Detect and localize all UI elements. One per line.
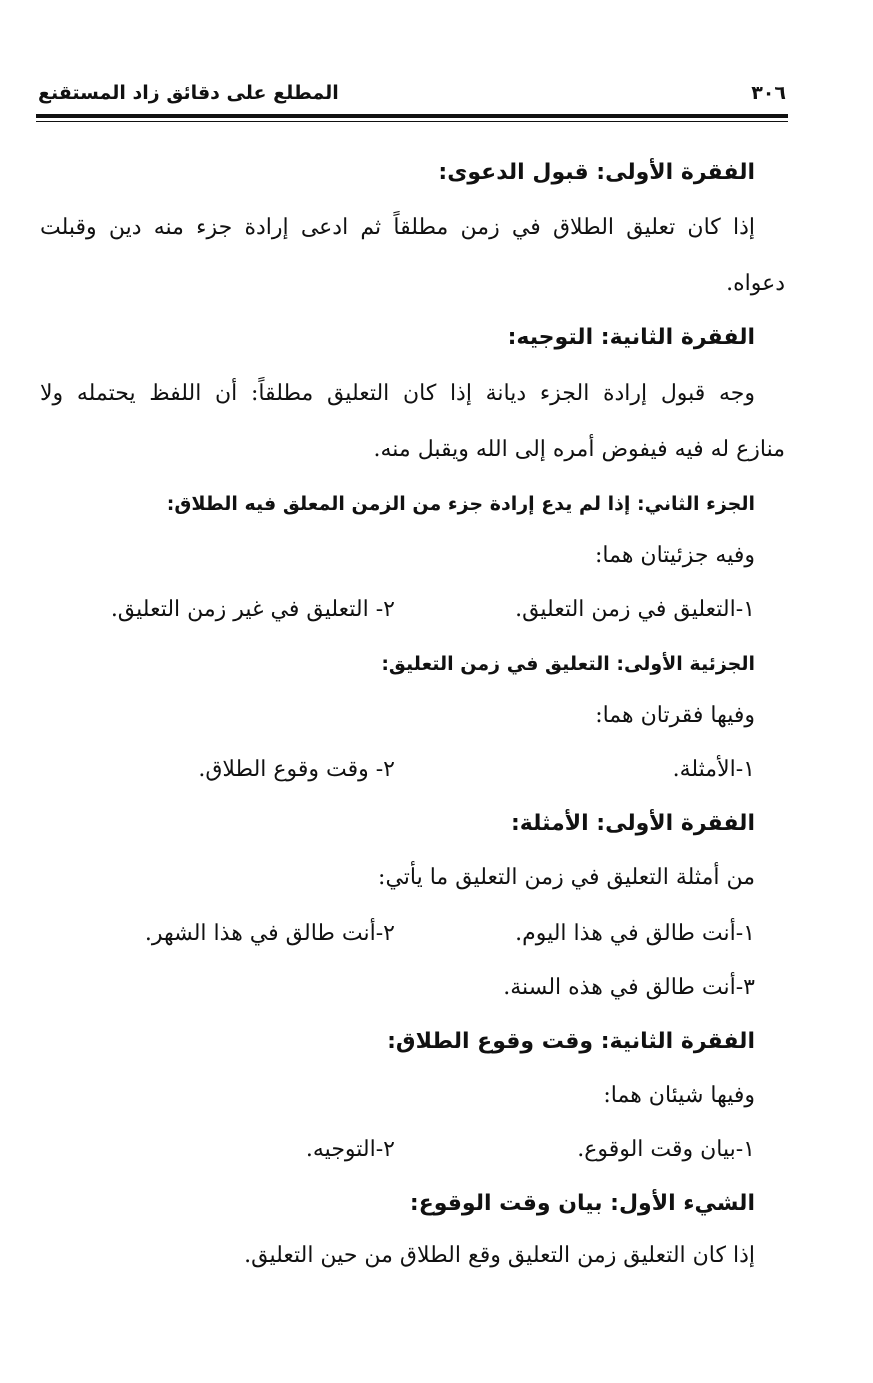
- paragraph-3-item-1: ١-أنت طالق في هذا اليوم.: [515, 921, 755, 946]
- paragraph-text-1-line-2: دعواه.: [726, 271, 785, 296]
- part-2-intro: وفيه جزئيتان هما:: [595, 543, 755, 568]
- paragraph-heading-2: الفقرة الثانية: التوجيه:: [507, 325, 755, 350]
- subsection-1-item-2: ٢- وقت وقوع الطلاق.: [198, 757, 395, 782]
- paragraph-3-item-3: ٣-أنت طالق في هذه السنة.: [503, 975, 755, 1000]
- paragraph-heading-5: الشيء الأول: بيان وقت الوقوع:: [409, 1191, 755, 1216]
- header-rule-thick: [36, 114, 788, 118]
- paragraph-text-2-line-1: وجه قبول إرادة الجزء ديانة إذا كان التعليق مطلقاً: أن اللفظ يحتمله ولا: [40, 381, 755, 406]
- page-number: ٣٠٦: [751, 82, 786, 104]
- paragraph-3-item-2: ٢-أنت طالق في هذا الشهر.: [144, 921, 395, 946]
- page-header: [38, 78, 794, 112]
- paragraph-heading-3: الفقرة الأولى: الأمثلة:: [510, 811, 755, 836]
- paragraph-4-intro: وفيها شيئان هما:: [603, 1083, 755, 1108]
- subsection-1-heading: الجزئية الأولى: التعليق في زمن التعليق:: [381, 653, 755, 675]
- subsection-1-intro: وفيها فقرتان هما:: [595, 703, 755, 728]
- paragraph-text-1-line-1: إذا كان تعليق الطلاق في زمن مطلقاً ثم ادعى إرادة جزء منه دين وقبلت: [40, 215, 755, 240]
- part-2-heading: الجزء الثاني: إذا لم يدع إرادة جزء من الزمن المعلق فيه الطلاق:: [166, 493, 755, 515]
- paragraph-heading-4: الفقرة الثانية: وقت وقوع الطلاق:: [387, 1029, 755, 1054]
- paragraph-heading-1: الفقرة الأولى: قبول الدعوى:: [438, 160, 755, 185]
- header-rule-thin: [36, 121, 788, 122]
- part-2-item-2: ٢- التعليق في غير زمن التعليق.: [110, 597, 395, 622]
- paragraph-4-item-2: ٢-التوجيه.: [305, 1137, 395, 1162]
- subsection-1-item-1: ١-الأمثلة.: [672, 757, 755, 782]
- paragraph-text-2-line-2: منازع له فيه فيفوض أمره إلى الله ويقبل منه.: [373, 437, 785, 462]
- paragraph-4-item-1: ١-بيان وقت الوقوع.: [577, 1137, 755, 1162]
- paragraph-3-intro: من أمثلة التعليق في زمن التعليق ما يأتي:: [378, 865, 755, 890]
- part-2-item-1: ١-التعليق في زمن التعليق.: [515, 597, 755, 622]
- book-title: المطلع على دقائق زاد المستقنع: [38, 82, 339, 104]
- paragraph-5-text: إذا كان التعليق زمن التعليق وقع الطلاق من حين التعليق.: [244, 1243, 755, 1268]
